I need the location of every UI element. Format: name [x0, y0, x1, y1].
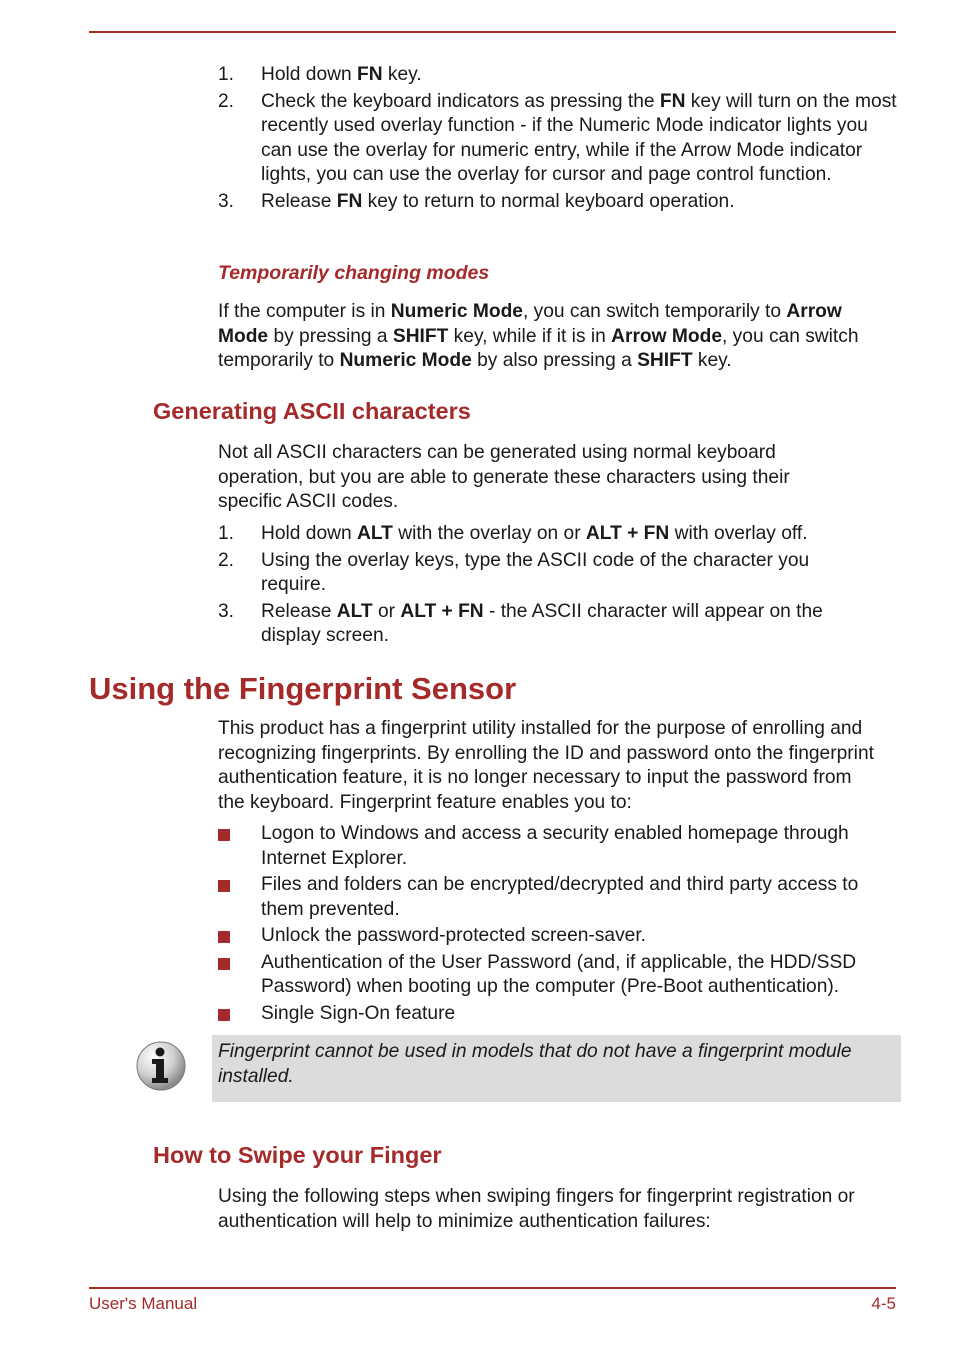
step-number: 2.	[218, 90, 235, 112]
bullet-text: Authentication of the User Password (and, if applicable, the HDD/SSD Password) when booting up the computer (Pre-Boot authentication).	[261, 951, 857, 997]
fn-steps-list	[218, 63, 898, 214]
list-item	[218, 63, 898, 88]
header-rule	[89, 31, 896, 33]
list-item	[218, 549, 898, 598]
fingerprint-bullets	[218, 822, 898, 1026]
ascii-steps-list	[218, 522, 898, 649]
step-text: Using the overlay keys, type the ASCII code of the character you require.	[261, 549, 810, 595]
bullet-icon	[218, 931, 230, 943]
ascii-intro: Not all ASCII characters can be generated using normal keyboard operation, but you are able to generate these characters using their specific ASCII codes.	[218, 442, 790, 512]
bullet-icon	[218, 1009, 230, 1021]
list-item	[218, 951, 898, 1000]
swipe-heading: How to Swipe your Finger	[153, 1142, 442, 1168]
list-item	[218, 924, 898, 949]
list-item	[218, 522, 898, 547]
step-number: 3.	[218, 190, 235, 212]
step-text: Check the keyboard indicators as pressing the FN key will turn on the most recently used overlay function - if the Numeric Mode indicator lights you can use the overlay for numeric entry, while if the Arrow Mode indicator lights, you can use the overlay for cursor and page control function.	[261, 90, 897, 185]
bullet-icon	[218, 829, 230, 841]
footer-title: User's Manual	[89, 1294, 198, 1313]
step-number: 2.	[218, 549, 235, 571]
page-number: 4-5	[871, 1294, 896, 1313]
list-item	[218, 600, 898, 649]
step-number: 1.	[218, 523, 235, 544]
fingerprint-intro: This product has a fingerprint utility installed for the purpose of enrolling and recognizing fingerprints. By enrolling the ID and password onto the fingerprint authentication feature, it is no longer necessary to input the password from the keyboard. Fingerprint feature enables you to:	[218, 718, 874, 813]
list-item	[218, 822, 898, 871]
bullet-text: Single Sign-On feature	[261, 1002, 456, 1024]
ascii-heading: Generating ASCII characters	[153, 398, 471, 424]
step-number: 3.	[218, 600, 235, 622]
bullet-text: Logon to Windows and access a security enabled homepage through Internet Explorer.	[261, 823, 849, 869]
step-text: Hold down ALT with the overlay on or ALT + FN with overlay off.	[261, 523, 808, 544]
step-number: 1.	[218, 64, 235, 85]
list-item	[218, 1002, 898, 1027]
step-text: Hold down FN key.	[261, 64, 422, 85]
footer-rule	[89, 1287, 896, 1289]
note-text: Fingerprint cannot be used in models that do not have a fingerprint module installed.	[218, 1041, 852, 1087]
step-text: Release ALT or ALT + FN - the ASCII character will appear on the display screen.	[261, 600, 823, 646]
bullet-icon	[218, 958, 230, 970]
temp-modes-heading: Temporarily changing modes	[218, 262, 490, 284]
fingerprint-heading: Using the Fingerprint Sensor	[89, 671, 517, 706]
list-item	[218, 90, 898, 188]
swipe-intro: Using the following steps when swiping fingers for fingerprint registration or authentication will help to minimize authentication failures:	[218, 1186, 855, 1232]
temp-modes-paragraph: If the computer is in Numeric Mode, you can switch temporarily to Arrow Mode by pressing a SHIFT key, while if it is in Arrow Mode, you can switch temporarily to Numeric Mode by also pressing a SHIFT key.	[218, 301, 859, 371]
step-text: Release FN key to return to normal keyboard operation.	[261, 190, 735, 212]
list-item	[218, 873, 898, 922]
bullet-text: Files and folders can be encrypted/decrypted and third party access to them prevented.	[261, 874, 859, 920]
info-icon	[135, 1040, 187, 1092]
list-item	[218, 190, 898, 215]
bullet-text: Unlock the password-protected screen-saver.	[261, 925, 646, 946]
bullet-icon	[218, 880, 230, 892]
